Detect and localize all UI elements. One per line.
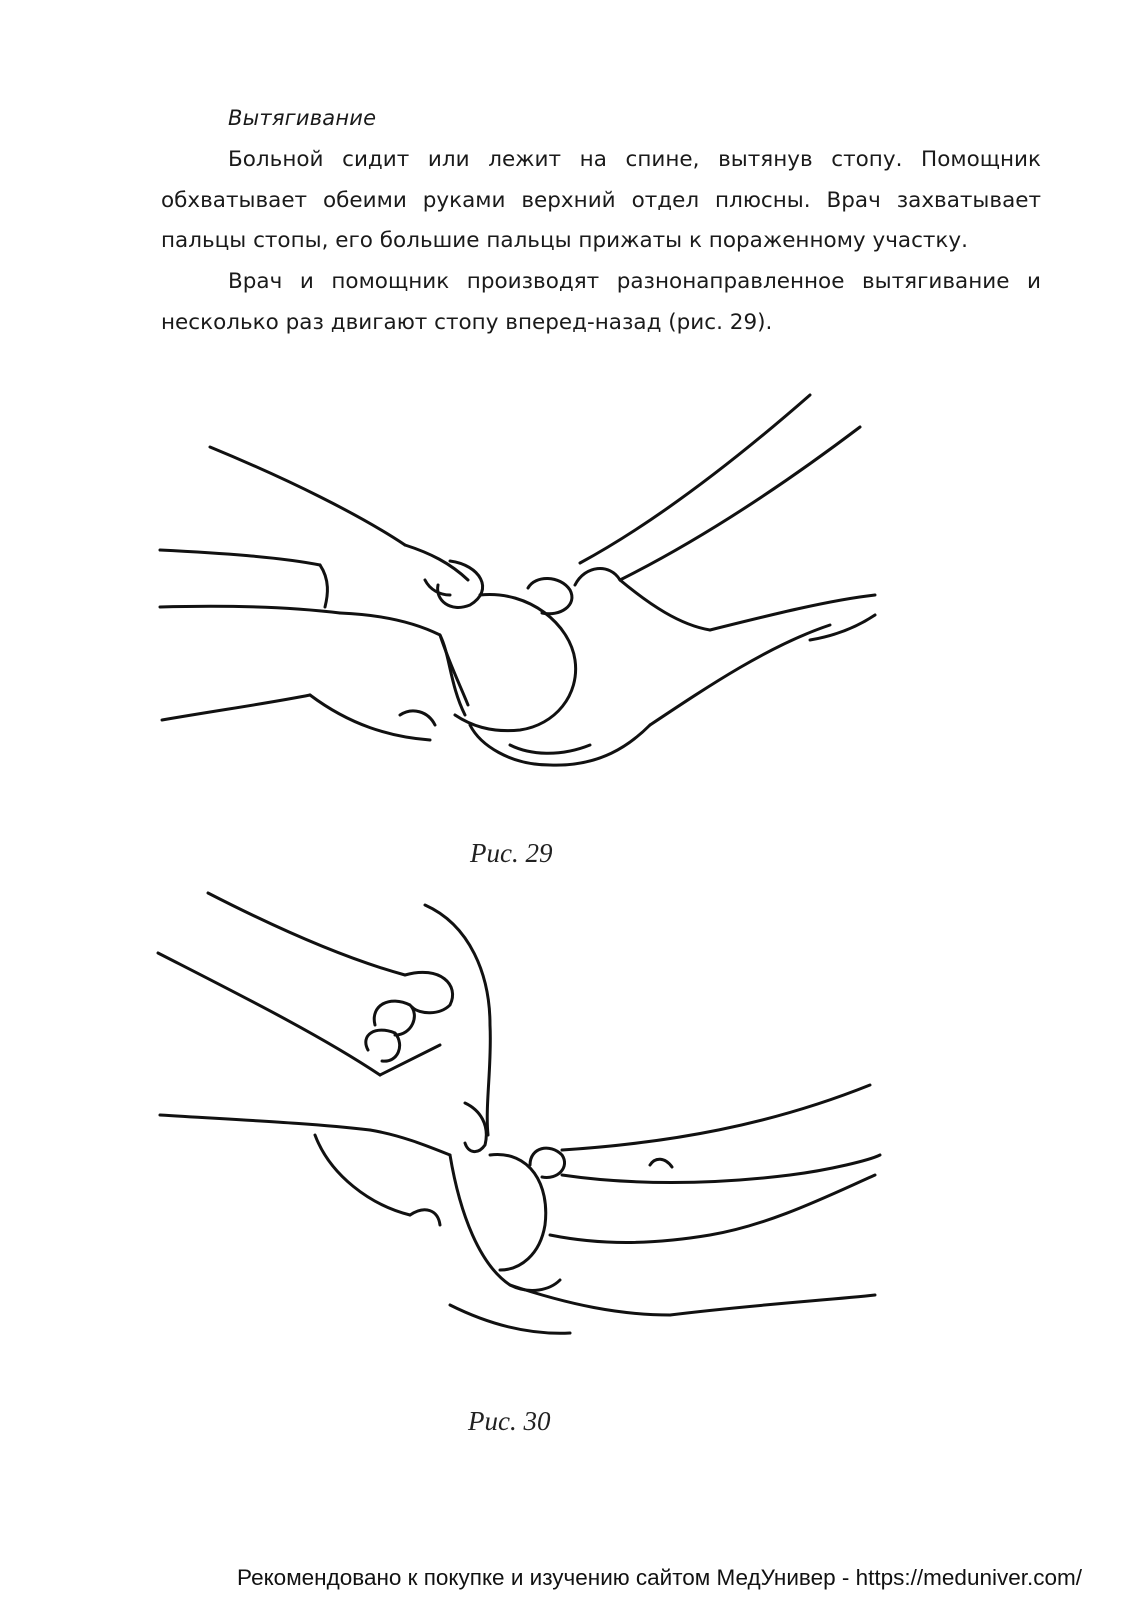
hands-on-foot-icon [150, 885, 1050, 1355]
figure-30-caption: Рис. 30 [468, 1406, 551, 1436]
footer-recommendation[interactable]: Рекомендовано к покупке и изучению сайтом МедУнивер - https://meduniver.com/ [237, 1565, 1082, 1590]
paragraph-2: Врач и помощник производят разнонаправленное вытягивание и несколько раз двигают стопу вперед-назад (рис. 29). [161, 269, 1041, 335]
hands-on-foot-icon [150, 385, 1050, 805]
figure-30-illustration [150, 885, 1050, 1355]
figure-29-caption: Рис. 29 [470, 838, 553, 868]
figure-29-illustration [150, 385, 1050, 805]
section-title: Вытягивание [228, 106, 377, 130]
paragraph-1: Больной сидит или лежит на спине, вытянув стопу. Помощник обхватывает обеими руками верхний отдел плюсны. Врач захватывает пальцы стопы, его большие пальцы прижаты к пораженному участку. [161, 147, 1041, 253]
